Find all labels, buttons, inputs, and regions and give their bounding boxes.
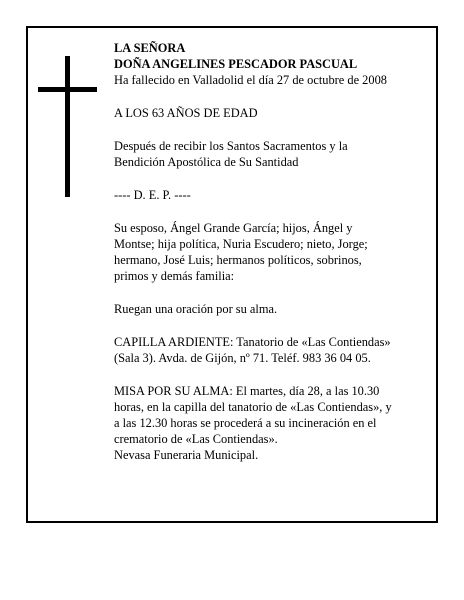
chapel-line-1: CAPILLA ARDIENTE: Tanatorio de «Las Contiendas» bbox=[114, 335, 391, 349]
rip-line: ---- D. E. P. ---- bbox=[114, 188, 191, 202]
mass-paragraph bbox=[114, 383, 436, 463]
obituary-text bbox=[114, 40, 436, 463]
family-line-3: hermano, José Luis; hermanos políticos, sobrinos, bbox=[114, 253, 362, 267]
age-line: A LOS 63 AÑOS DE EDAD bbox=[114, 106, 258, 120]
mass-line-3: a las 12.30 horas se procederá a su incineración en el bbox=[114, 416, 377, 430]
deceased-name: DOÑA ANGELINES PESCADOR PASCUAL bbox=[114, 57, 358, 71]
family-line-4: primos y demás familia: bbox=[114, 269, 235, 283]
honorific-heading: LA SEÑORA bbox=[114, 41, 186, 55]
mass-line-4: crematorio de «Las Contiendas». bbox=[114, 432, 278, 446]
rip-paragraph bbox=[114, 187, 436, 203]
chapel-paragraph bbox=[114, 334, 436, 366]
sacraments-paragraph bbox=[114, 138, 436, 170]
prayer-paragraph bbox=[114, 301, 436, 317]
sacraments-line-2: Bendición Apostólica de Su Santidad bbox=[114, 155, 299, 169]
deceased-header bbox=[114, 40, 436, 88]
funeral-home-line: Nevasa Funeraria Municipal. bbox=[114, 448, 259, 462]
sacraments-line-1: Después de recibir los Santos Sacramentos y la bbox=[114, 139, 348, 153]
family-line-2: Montse; hija política, Nuria Escudero; nieto, Jorge; bbox=[114, 237, 368, 251]
death-announcement: Ha fallecido en Valladolid el día 27 de octubre de 2008 bbox=[114, 73, 387, 87]
cross-horizontal-bar bbox=[38, 87, 97, 92]
cross-vertical-bar bbox=[65, 56, 70, 197]
prayer-line: Ruegan una oración por su alma. bbox=[114, 302, 278, 316]
mass-line-1: MISA POR SU ALMA: El martes, día 28, a las 10.30 bbox=[114, 384, 380, 398]
age-paragraph bbox=[114, 105, 436, 121]
family-paragraph bbox=[114, 220, 436, 284]
mass-line-2: horas, en la capilla del tanatorio de «Las Contiendas», y bbox=[114, 400, 392, 414]
family-line-1: Su esposo, Ángel Grande García; hijos, Ángel y bbox=[114, 221, 353, 235]
chapel-line-2: (Sala 3). Avda. de Gijón, nº 71. Teléf. 983 36 04 05. bbox=[114, 351, 371, 365]
